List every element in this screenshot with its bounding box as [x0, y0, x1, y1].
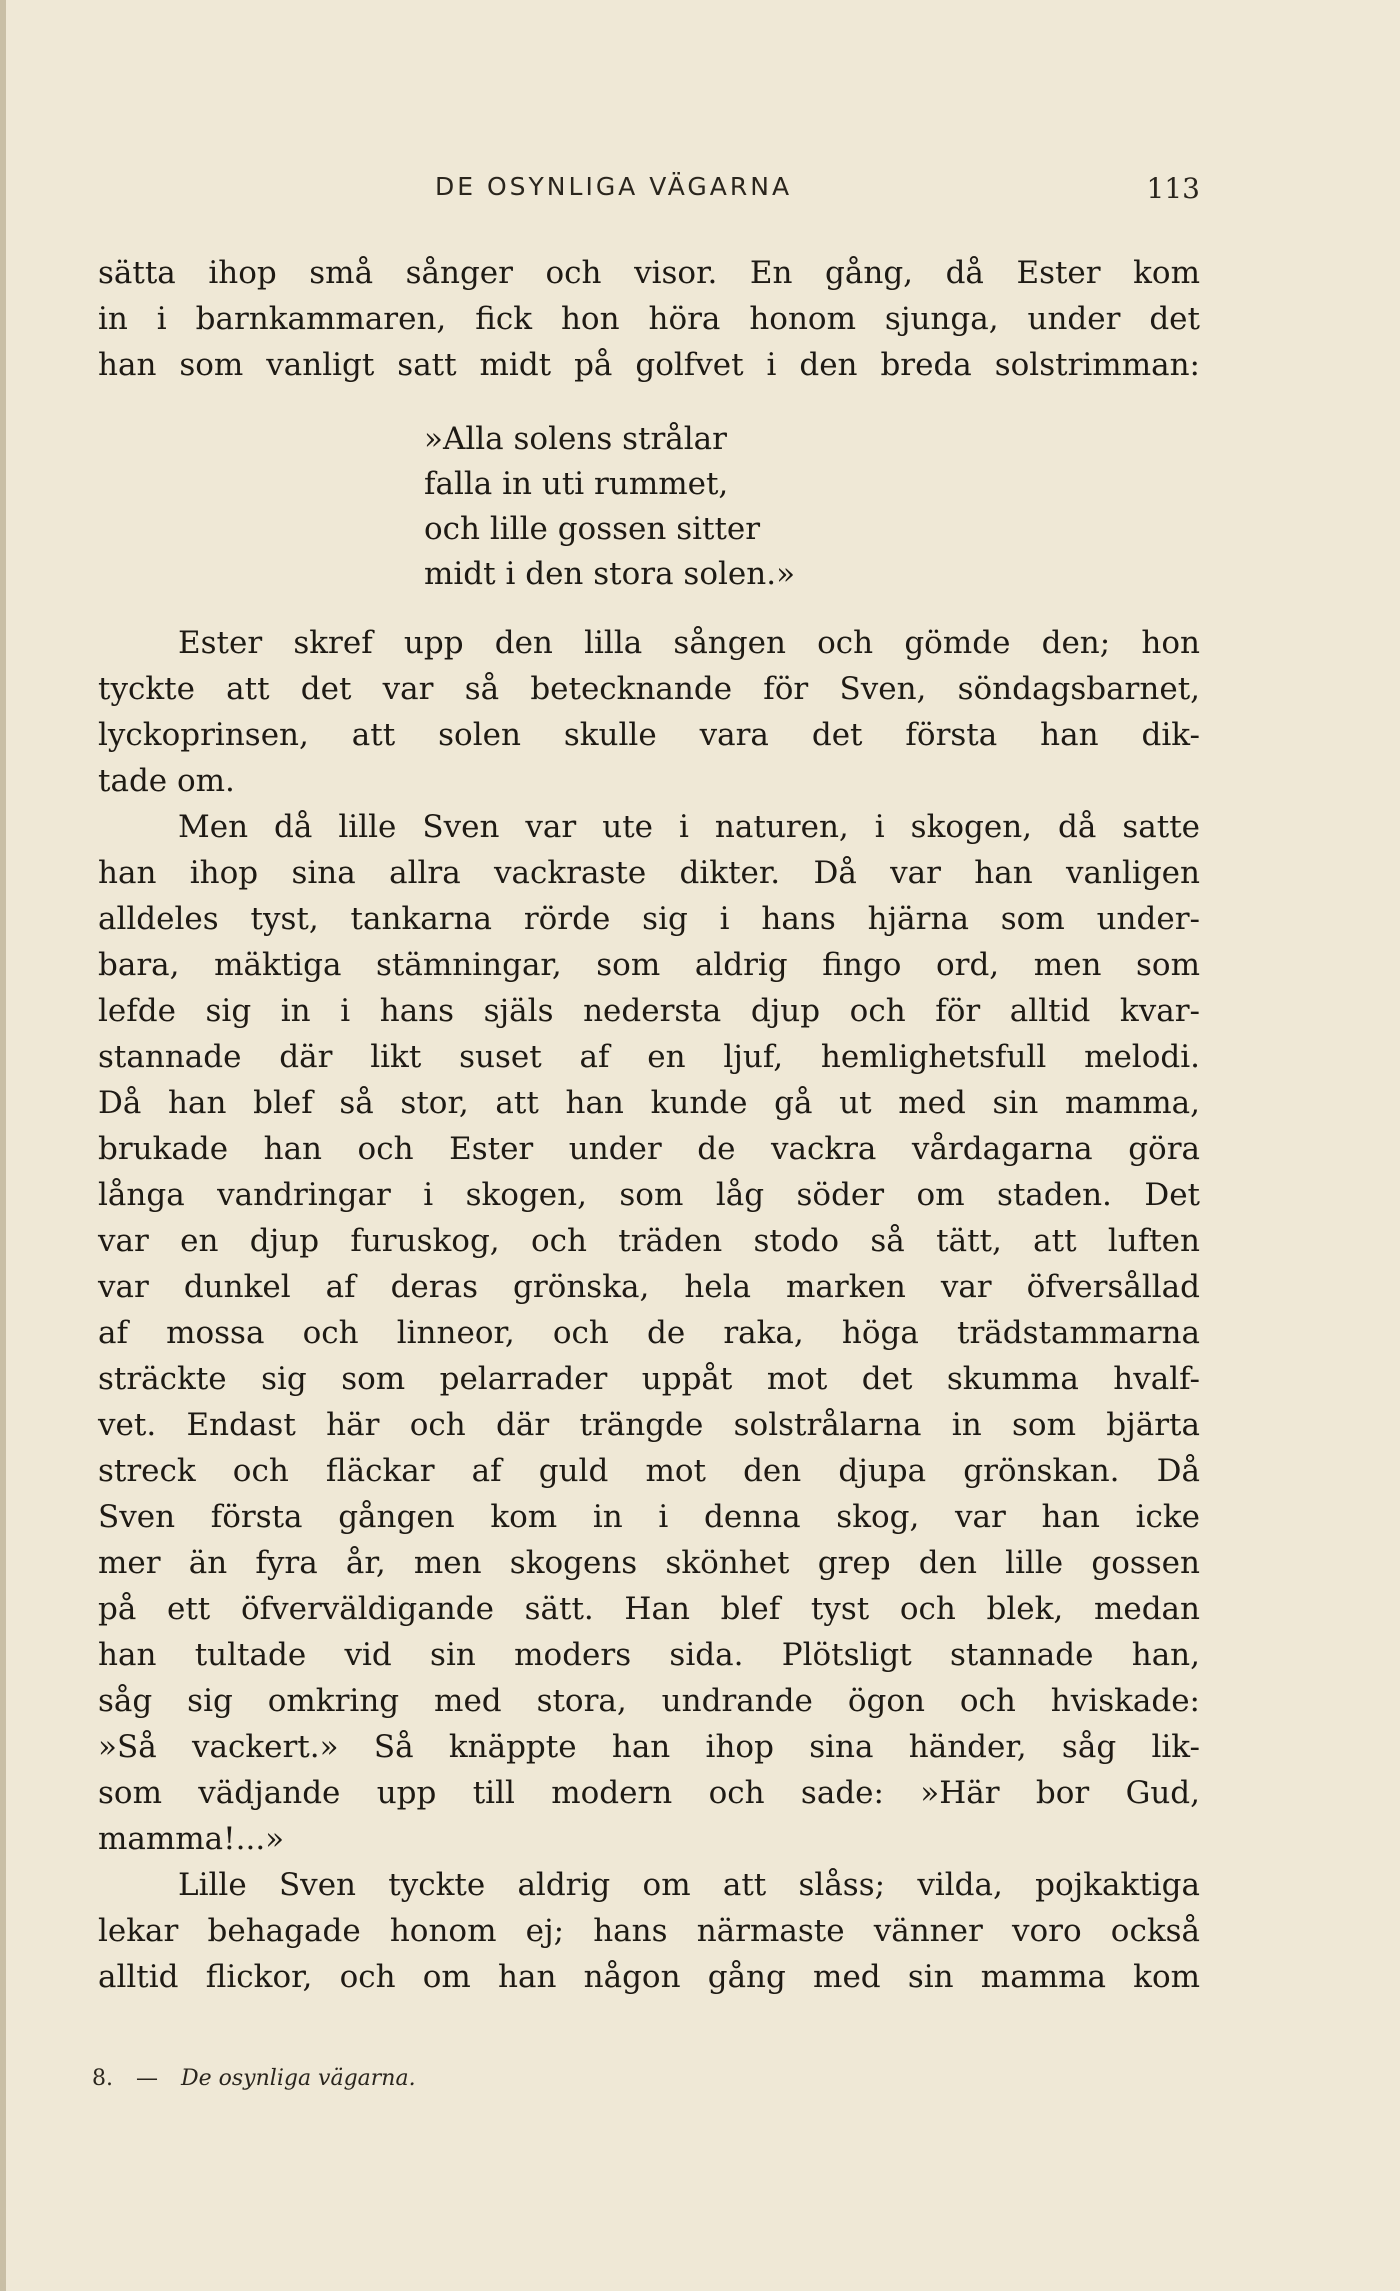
paragraph-3 — [98, 804, 1200, 1862]
verse — [424, 416, 1200, 596]
body-text — [98, 250, 1200, 2000]
text-line: sträckte sig som pelarrader uppåt mot det skumma hvalf- — [98, 1361, 1200, 1397]
footer-short-title: De osynliga vägarna. — [181, 2066, 416, 2091]
text-line: in i barnkammaren, fick hon höra honom sjunga, under det — [98, 301, 1200, 337]
text-line: brukade han och Ester under de vackra vårdagarna göra — [98, 1131, 1200, 1167]
text-line: af mossa och linneor, och de raka, höga trädstammarna — [98, 1315, 1200, 1351]
text-line: sätta ihop små sånger och visor. En gång, då Ester kom — [98, 255, 1200, 291]
signature-mark: 8. — [92, 2066, 113, 2091]
text-line: han som vanligt satt midt på golfvet i den breda solstrimman: — [98, 347, 1200, 383]
paragraph-1 — [98, 250, 1200, 388]
footer-dash: — — [136, 2066, 158, 2091]
text-line: Då han blef så stor, att han kunde gå ut med sin mamma, — [98, 1085, 1200, 1121]
verse-line: midt i den stora solen.» — [424, 556, 796, 592]
page-header — [100, 172, 1200, 212]
text-line: »Så vackert.» Så knäppte han ihop sina händer, såg lik- — [98, 1729, 1200, 1765]
text-line: Men då lille Sven var ute i naturen, i skogen, då satte — [178, 809, 1200, 845]
verse-line: »Alla solens strålar — [424, 421, 727, 457]
text-line: streck och fläckar af guld mot den djupa grönskan. Då — [98, 1453, 1200, 1489]
page-number: 113 — [1146, 172, 1200, 205]
text-line: som vädjande upp till modern och sade: »Här bor Gud, — [98, 1775, 1200, 1811]
text-line: han tultade vid sin moders sida. Plötsligt stannade han, — [98, 1637, 1200, 1673]
verse-line: falla in uti rummet, — [424, 466, 729, 502]
text-line: lekar behagade honom ej; hans närmaste vänner voro också — [98, 1913, 1200, 1949]
text-line: Ester skref upp den lilla sången och gömde den; hon — [178, 625, 1200, 661]
page-footer — [92, 2066, 416, 2091]
text-line: bara, mäktiga stämningar, som aldrig fingo ord, men som — [98, 947, 1200, 983]
text-line: han ihop sina allra vackraste dikter. Då var han vanligen — [98, 855, 1200, 891]
text-line: mamma!...» — [98, 1821, 285, 1857]
paragraph-4 — [98, 1862, 1200, 2000]
text-line: långa vandringar i skogen, som låg söder om staden. Det — [98, 1177, 1200, 1213]
text-line: Sven första gången kom in i denna skog, var han icke — [98, 1499, 1200, 1535]
paragraph-2 — [98, 620, 1200, 804]
text-line: var dunkel af deras grönska, hela marken var öfversållad — [98, 1269, 1200, 1305]
text-line: lefde sig in i hans själs nedersta djup och för alltid kvar- — [98, 993, 1200, 1029]
verse-line: och lille gossen sitter — [424, 511, 761, 547]
text-line: mer än fyra år, men skogens skönhet grep den lille gossen — [98, 1545, 1200, 1581]
text-line: stannade där likt suset af en ljuf, hemlighetsfull melodi. — [98, 1039, 1200, 1075]
text-line: tade om. — [98, 763, 235, 799]
text-line: var en djup furuskog, och träden stodo så tätt, att luften — [98, 1223, 1200, 1259]
text-line: lyckoprinsen, att solen skulle vara det första han dik- — [98, 717, 1200, 753]
text-line: alltid flickor, och om han någon gång med sin mamma kom — [98, 1959, 1200, 1995]
text-line: alldeles tyst, tankarna rörde sig i hans hjärna som under- — [98, 901, 1200, 937]
text-line: såg sig omkring med stora, undrande ögon och hviskade: — [98, 1683, 1200, 1719]
text-line: vet. Endast här och där trängde solstrålarna in som bjärta — [98, 1407, 1200, 1443]
text-line: på ett öfverväldigande sätt. Han blef tyst och blek, medan — [98, 1591, 1200, 1627]
text-line: Lille Sven tyckte aldrig om att slåss; vilda, pojkaktiga — [178, 1867, 1200, 1903]
running-title: DE OSYNLIGA VÄGARNA — [435, 172, 793, 201]
text-line: tyckte att det var så betecknande för Sven, söndagsbarnet, — [98, 671, 1200, 707]
